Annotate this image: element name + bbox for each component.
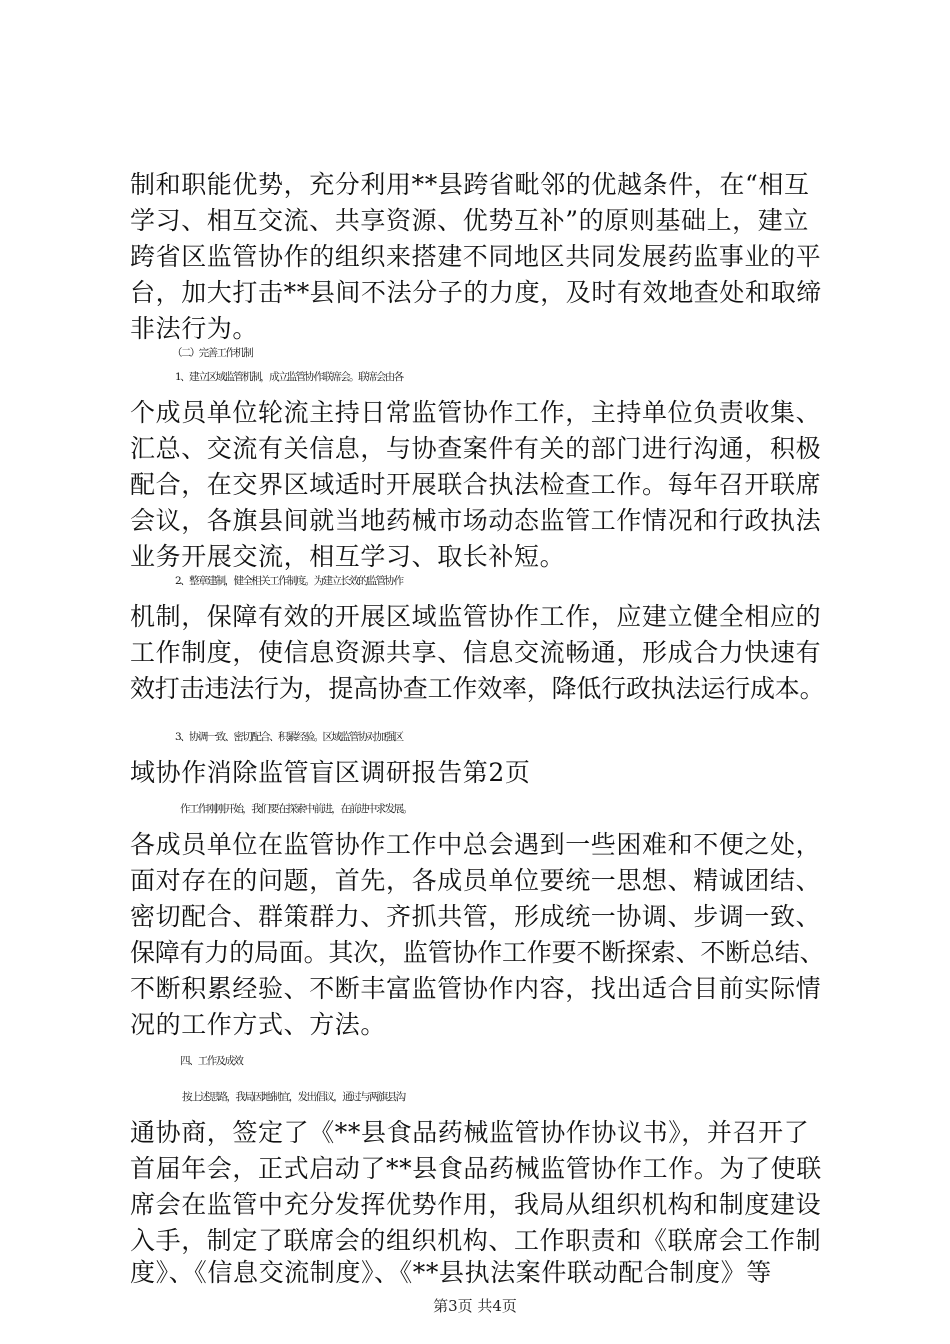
page-number-footer: 第3页 共4页	[433, 1297, 517, 1315]
text-line: 工作制度，使信息资源共享、信息交流畅通，形成合力快速有	[130, 638, 822, 667]
text-line: 制和职能优势，充分利用**县跨省毗邻的优越条件，在“相互	[130, 170, 810, 199]
text-line: 2、整章建制，健全相关工作制度。为建立长效的监管协作	[175, 575, 403, 587]
text-line: 面对存在的问题，首先，各成员单位要统一思想、精诚团结、	[130, 866, 822, 895]
text-line: 3、协调一致、密切配合、积累经验。区域监管协对加强区	[175, 731, 403, 743]
text-line: 密切配合、群策群力、齐抓共管，形成统一协调、步调一致、	[130, 902, 822, 931]
text-line: 配合，在交界区域适时开展联合执法检查工作。每年召开联席	[130, 470, 822, 499]
section-heading: 四、工作及成效	[180, 1055, 243, 1067]
text-line: 台，加大打击**县间不法分子的力度，及时有效地查处和取缔	[130, 278, 822, 307]
text-line: 效打击违法行为，提高协查工作效率，降低行政执法运行成本。	[130, 674, 825, 703]
text-line: 跨省区监管协作的组织来搭建不同地区共同发展药监事业的平	[130, 242, 822, 271]
text-line: 会议，各旗县间就当地药械市场动态监管工作情况和行政执法	[130, 506, 822, 535]
text-line: 况的工作方式、方法。	[130, 1010, 387, 1039]
text-line: 非法行为。	[130, 314, 259, 343]
text-line: 入手，制定了联席会的组织机构、工作职责和《联席会工作制	[130, 1226, 822, 1255]
text-line: 保障有力的局面。其次，监管协作工作要不断探索、不断总结、	[130, 938, 825, 967]
text-line: 席会在监管中充分发挥优势作用，我局从组织机构和制度建设	[130, 1190, 822, 1219]
text-line: 首届年会，正式启动了**县食品药械监管协作工作。为了使联	[130, 1154, 822, 1183]
text-line: 汇总、交流有关信息，与协查案件有关的部门进行沟通，积极	[130, 434, 822, 463]
text-line: 按上述思路，我局因地制宜，发出倡议，通过与两旗县沟	[182, 1091, 405, 1103]
text-line: 业务开展交流，相互学习、取长补短。	[130, 542, 566, 571]
text-line: 度》、《信息交流制度》、《**县执法案件联动配合制度》等	[130, 1258, 772, 1287]
text-line: 个成员单位轮流主持日常监管协作工作，主持单位负责收集、	[130, 398, 822, 427]
section-heading: （二）完善工作机制	[172, 347, 253, 359]
text-line: 学习、相互交流、共享资源、优势互补”的原则基础上，建立	[130, 206, 809, 235]
text-line: 作工作刚刚开始，我们要在探索中前进，在前进中求发展。	[180, 803, 412, 815]
text-line: 域协作消除监管盲区调研报告第2页	[130, 758, 531, 787]
text-line: 机制，保障有效的开展区域监管协作工作，应建立健全相应的	[130, 602, 822, 631]
text-line: 通协商，签定了《**县食品药械监管协作协议书》，并召开了	[130, 1118, 810, 1147]
text-line: 各成员单位在监管协作工作中总会遇到一些困难和不便之处，	[130, 830, 822, 859]
text-line: 不断积累经验、不断丰富监管协作内容，找出适合目前实际情	[130, 974, 822, 1003]
text-line: 1、建立区域监管机制，成立监管协作联席会。联席会由各	[175, 371, 403, 383]
